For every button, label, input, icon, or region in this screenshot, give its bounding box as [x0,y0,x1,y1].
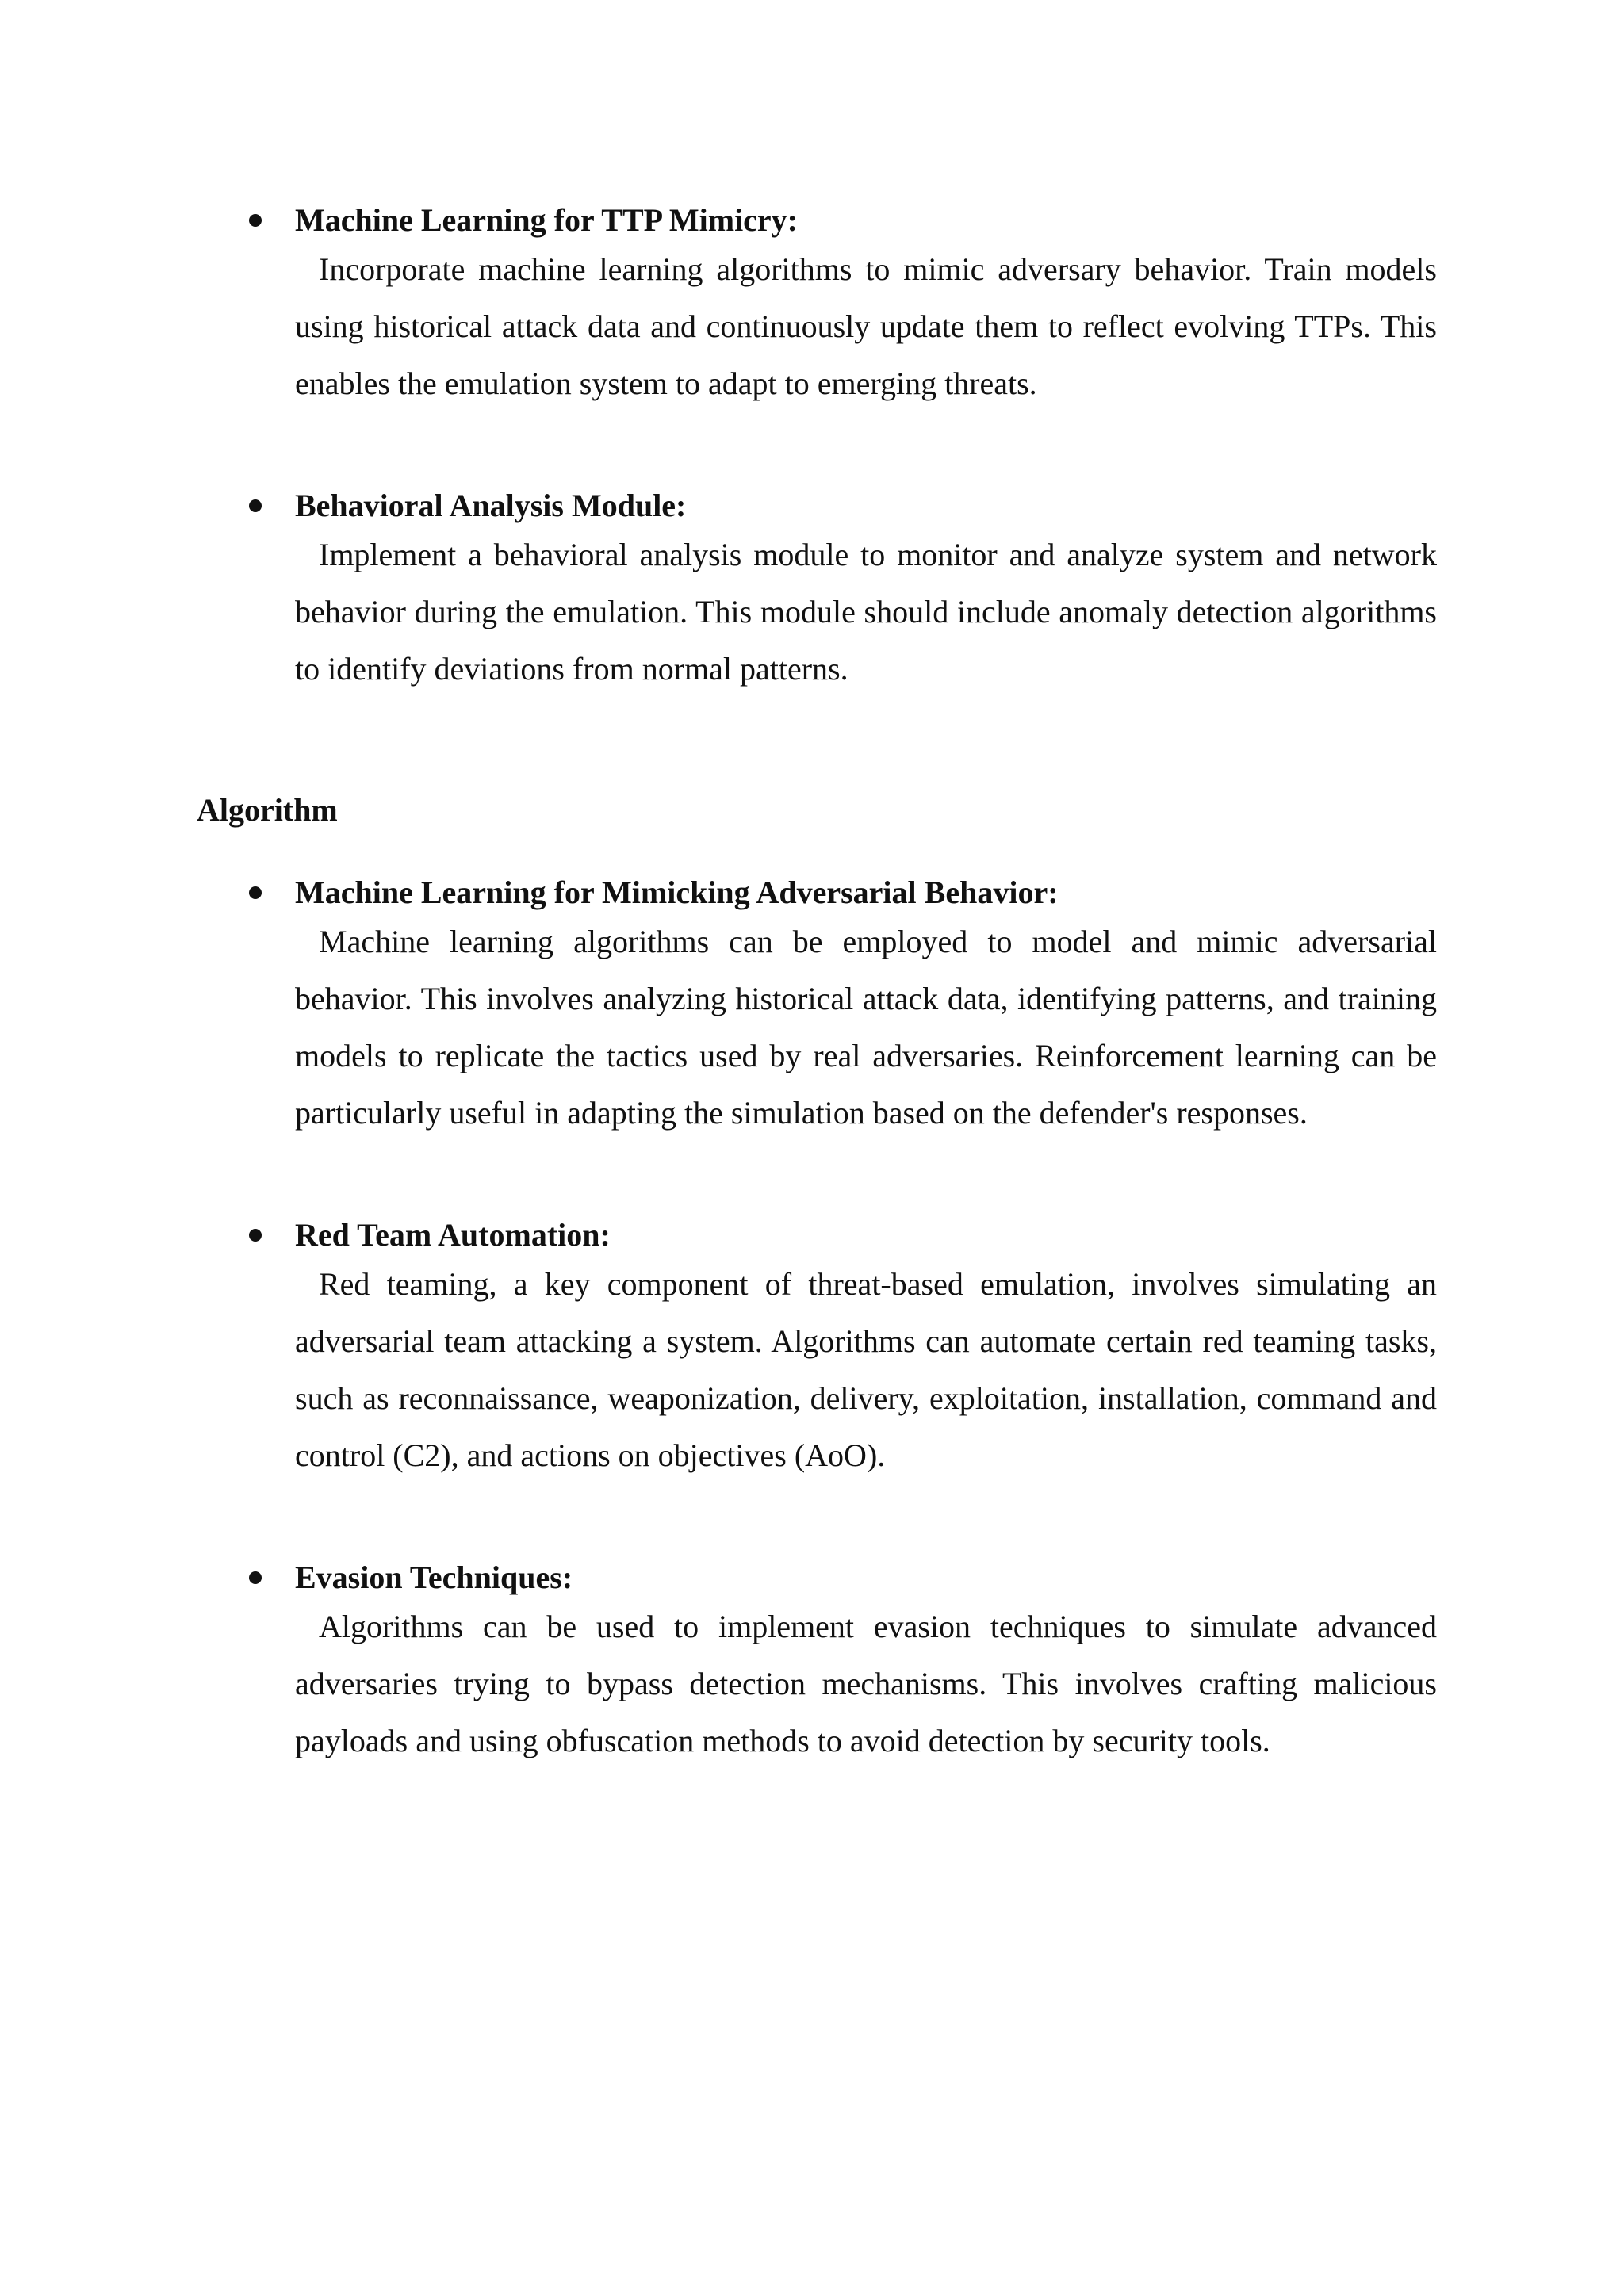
bullet-icon [249,1229,262,1242]
bullet-title: Machine Learning for TTP Mimicry: [295,202,799,238]
bullet-icon [249,214,262,227]
bullet-icon [249,1571,262,1584]
bullet-item-ttp-mimicry [295,200,1437,412]
bullet-title: Evasion Techniques: [295,1559,573,1595]
bullet-title: Machine Learning for Mimicking Adversarial Behavior: [295,874,1059,910]
bullet-body: Algorithms can be used to implement evasion techniques to simulate advanced adversaries trying to bypass detection mechanisms. This involves crafting malicious payloads and using obfuscation methods to avoid detection by security tools. [295,1609,1437,1758]
bullet-body: Incorporate machine learning algorithms to mimic adversary behavior. Train models using historical attack data and continuously update them to reflect evolving TTPs. This enables the emulation system to adapt to emerging threats. [295,251,1437,401]
bullet-icon [249,499,262,512]
bullet-icon [249,886,262,899]
bullet-title: Red Team Automation: [295,1217,611,1253]
bullet-item-ml-mimicking [295,872,1437,1142]
bullet-body: Machine learning algorithms can be employed to model and mimic adversarial behavior. This involves analyzing historical attack data, identifying patterns, and training models to replicate the tactics used by real adversaries. Reinforcement learning can be particularly useful in adapting the simulation based on the defender's responses. [295,924,1437,1131]
bullet-item-evasion-techniques [295,1557,1437,1770]
section-heading-algorithm: Algorithm [197,792,338,828]
bullet-body: Red teaming, a key component of threat-based emulation, involves simulating an adversarial team attacking a system. Algorithms can automate certain red teaming tasks, such as reconnaissance, weaponization, delivery, exploitation, installation, command and control (C2), and actions on objectives (AoO). [295,1266,1437,1473]
bullet-body: Implement a behavioral analysis module to monitor and analyze system and network behavior during the emulation. This module should include anomaly detection algorithms to identify deviations from normal patterns. [295,537,1437,687]
bullet-item-behavioral-analysis [295,485,1437,698]
bullet-item-red-team-automation [295,1215,1437,1484]
bullet-title: Behavioral Analysis Module: [295,488,687,523]
